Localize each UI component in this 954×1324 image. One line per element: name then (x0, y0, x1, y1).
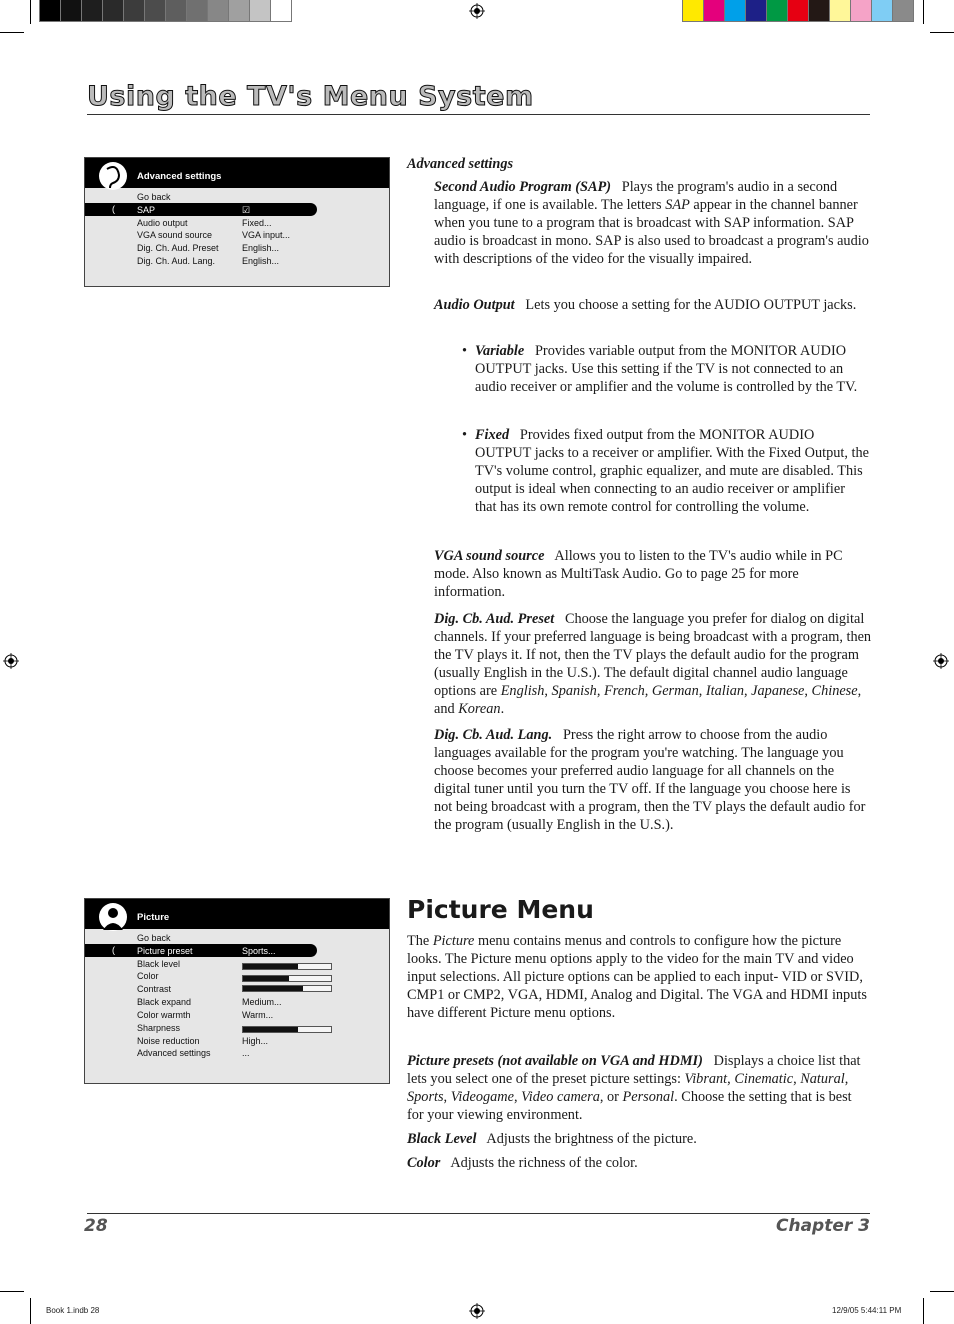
list-item: English (500, 683, 545, 699)
color-swatch (704, 0, 724, 21)
footer-rule (87, 1213, 870, 1214)
dig-aud-lang-paragraph (434, 726, 872, 834)
menu-item-go-back: Go back (137, 192, 171, 202)
contrast-slider (242, 985, 332, 992)
slider-fill (243, 986, 303, 991)
list-item: Video camera (521, 1089, 600, 1105)
sap-paragraph (434, 178, 872, 268)
menu-item-contrast: Contrast (137, 984, 172, 994)
color-swatch (145, 0, 165, 21)
list-item: Cinematic (734, 1071, 794, 1087)
color-paragraph (407, 1154, 870, 1172)
person-silhouette-icon (93, 902, 129, 932)
color-slider (242, 975, 332, 982)
list-item: Chinese (811, 683, 858, 699)
fixed-term: Fixed (475, 427, 510, 443)
slug-file: Book 1.indb 28 (46, 1306, 100, 1315)
menu-item-go-back: Go back (137, 933, 171, 943)
black-level-slider (242, 963, 332, 970)
list-item: Natural (800, 1071, 845, 1087)
page-number: 28 (84, 1216, 108, 1236)
crop-mark (0, 32, 24, 33)
list-item: Japanese (751, 683, 805, 699)
picture-presets-end: . Choose the setting that is best for your viewing environment. (407, 1089, 852, 1123)
color-swatch (250, 0, 270, 21)
fixed-paragraph (475, 426, 869, 516)
picture-intro-paragraph (407, 932, 870, 1022)
picture-presets-paragraph (407, 1052, 870, 1124)
picture-intro-2: menu contains menus and controls to configure how the picture looks. The Picture menu options apply to the video for the main TV and video input selections. All picture options can be applied to each input- VID or SVID, CMP1 or CMP2, VGA, HDMI, Analog and Digital. The VGA and HDMI inputs have different Picture menu options. (407, 933, 867, 1021)
menu-value-audio-output: Fixed... (242, 218, 272, 228)
crop-mark (30, 0, 31, 24)
menu-item-black-expand: Black expand (137, 997, 192, 1007)
list-separator: , (698, 683, 706, 699)
highlight-arrow-icon: ( (112, 945, 115, 955)
color-swatch (893, 0, 913, 21)
bullet-icon: • (462, 427, 468, 443)
menu-value-noise-reduction: High... (242, 1036, 269, 1046)
menu-item-sap: SAP (137, 205, 156, 215)
color-swatch (187, 0, 207, 21)
list-separator: , and (434, 683, 862, 717)
variable-text: Provides variable output from the MONITOR AUDIO OUTPUT jacks. Use this setting if the TV is not connected to an audio receiver or amplifier and the volume is controlled by the TV. (475, 343, 858, 395)
ear-person-icon (93, 161, 129, 191)
menu-item-sharpness: Sharpness (137, 1023, 181, 1033)
advanced-settings-menu-screenshot (84, 157, 390, 287)
highlight-arrow-icon: ( (112, 204, 115, 214)
color-text: Adjusts the richness of the color. (450, 1155, 638, 1171)
dig-aud-preset-text: Choose the language you prefer for dialog on digital channels. If your preferred language is being broadcast with a program, then the TV plays it. If not, then the TV plays the default audio for the program (usually English in the U.S.). The default digital channel audio language options are (434, 611, 872, 699)
menu-item-color-warmth: Color warmth (137, 1010, 191, 1020)
list-item: Italian (705, 683, 745, 699)
audio-output-text: Lets you choose a setting for the AUDIO OUTPUT jacks. (525, 297, 857, 313)
slider-fill (243, 976, 289, 981)
sharpness-slider (242, 1026, 332, 1033)
variable-term: Variable (475, 343, 525, 359)
menu-item-noise-reduction: Noise reduction (137, 1036, 200, 1046)
black-level-text: Adjusts the brightness of the picture. (486, 1131, 697, 1147)
menu-value-advanced-settings: ... (242, 1048, 250, 1058)
dig-aud-preset-term: Dig. Cb. Aud. Preset (434, 611, 555, 627)
color-swatch (103, 0, 123, 21)
color-swatch (271, 0, 291, 21)
sap-text-2: appear in the channel banner when you tune to a program that is broadcast with SAP information. SAP audio is broadcast in mono. SAP is also used to broadcast a program's audio with descriptions of the video for the visually impaired. (434, 197, 869, 267)
color-swatch (746, 0, 766, 21)
menu-value-dig-ch-aud-lang: English... (242, 256, 280, 266)
menu-item-picture-preset: Picture preset (137, 946, 193, 956)
picture-menu-screenshot (84, 898, 390, 1084)
sap-checkbox-icon: ☑ (242, 205, 251, 215)
slug-date: 12/9/05 5:44:11 PM (832, 1306, 902, 1315)
menu-highlight-bar (85, 203, 317, 216)
color-swatch (61, 0, 81, 21)
fixed-text: Provides fixed output from the MONITOR AUDIO OUTPUT jacks to a receiver or amplifier. With the Fixed Output, the TV's volume control, graphic equalizer, and mute are disabled. This output is ideal when connecting to an audio receiver or amplifier that has its own remote control for controlling the volume. (475, 427, 869, 515)
menu-value-color-warmth: Warm... (242, 1010, 274, 1020)
vga-sound-source-paragraph (434, 547, 872, 601)
list-item: Spanish, French, German (551, 683, 699, 699)
vga-sound-source-term: VGA sound source (434, 548, 545, 564)
color-swatch (725, 0, 745, 21)
color-swatch (809, 0, 829, 21)
dig-aud-lang-text: Press the right arrow to choose from the audio languages available for the program you're watching. The language you choose becomes your preferred audio language for all channels on the digital tuner until you turn the TV off. If the language you choose here is not being broadcast with a program, then the TV plays the default audio for the program (usually English in the U.S.). (434, 727, 866, 833)
list-separator: , (443, 1089, 451, 1105)
menu-item-audio-output: Audio output (137, 218, 188, 228)
crop-mark (0, 1291, 24, 1292)
list-separator: , or (599, 1089, 623, 1105)
audio-output-paragraph (434, 296, 864, 314)
registration-mark-icon (469, 3, 485, 19)
advanced-settings-heading: Advanced settings (407, 156, 514, 172)
color-swatch (124, 0, 144, 21)
picture-presets-term: Picture presets (not available on VGA and HDMI) (407, 1053, 703, 1069)
menu-value-picture-preset: Sports... (242, 946, 276, 956)
list-item: Sports (407, 1089, 444, 1105)
picture-intro-1: The (407, 933, 433, 949)
color-term: Color (407, 1155, 441, 1171)
crop-mark (30, 1298, 31, 1324)
menu-item-dig-ch-aud-lang: Dig. Ch. Aud. Lang. (137, 256, 216, 266)
variable-paragraph (475, 342, 869, 396)
menu-value-black-expand: Medium... (242, 997, 282, 1007)
chapter-label: Chapter 3 (775, 1216, 870, 1236)
color-swatch (208, 0, 228, 21)
color-swatch (767, 0, 787, 21)
crop-mark (923, 1298, 924, 1324)
registration-mark-icon (3, 653, 19, 669)
menu-item-dig-ch-aud-preset: Dig. Ch. Aud. Preset (137, 243, 219, 253)
color-swatch (229, 0, 249, 21)
menu-title: Picture (137, 912, 170, 923)
color-swatch (830, 0, 850, 21)
registration-mark-icon (933, 653, 949, 669)
crop-mark (930, 32, 954, 33)
crop-mark (923, 0, 924, 24)
list-separator: , (727, 1071, 735, 1087)
color-swatch (872, 0, 892, 21)
sap-text-1: Plays the program's audio in a second language, if one is available. The letters (434, 179, 838, 213)
registration-mark-icon (469, 1303, 485, 1319)
dig-aud-preset-paragraph (434, 610, 872, 718)
list-item: Vibrant (684, 1071, 728, 1087)
black-level-term: Black Level (407, 1131, 477, 1147)
vga-sound-source-text: Allows you to listen to the TV's audio while in PC mode. Also known as MultiTask Audio. Go to page 25 for more information. (434, 548, 843, 600)
menu-item-color: Color (137, 971, 159, 981)
sap-term: Second Audio Program (SAP) (434, 179, 612, 195)
dig-aud-lang-term: Dig. Cb. Aud. Lang. (434, 727, 553, 743)
color-swatch (788, 0, 808, 21)
picture-menu-heading: Picture Menu (407, 895, 594, 924)
menu-value-dig-ch-aud-preset: English... (242, 243, 280, 253)
list-separator: , (513, 1089, 522, 1105)
picture-intro-emphasis: Picture (432, 933, 475, 949)
color-swatch (683, 0, 703, 21)
list-separator: , (844, 1071, 849, 1087)
list-separator: , (744, 683, 752, 699)
menu-highlight-bar (85, 944, 317, 957)
list-separator: , (793, 1071, 801, 1087)
menu-header (85, 899, 389, 929)
color-swatch (851, 0, 871, 21)
page-title: Using the TV's Menu System (87, 81, 534, 112)
menu-title: Advanced settings (137, 171, 222, 182)
bullet-icon: • (462, 343, 468, 359)
sap-emphasis: SAP (665, 197, 690, 213)
slider-fill (243, 964, 298, 969)
black-level-paragraph (407, 1130, 870, 1148)
list-separator: . (500, 701, 505, 717)
menu-item-advanced-settings: Advanced settings (137, 1048, 211, 1058)
crop-mark (930, 1291, 954, 1292)
menu-header (85, 158, 389, 188)
color-swatch (82, 0, 102, 21)
list-separator: , (544, 683, 552, 699)
slider-fill (243, 1027, 298, 1032)
menu-item-black-level: Black level (137, 959, 181, 969)
color-swatch (40, 0, 60, 21)
menu-item-vga-sound-source: VGA sound source (137, 230, 213, 240)
title-rule (87, 114, 870, 115)
list-item: Personal (622, 1089, 675, 1105)
list-item: Korean (458, 701, 501, 717)
list-separator: , (804, 683, 812, 699)
menu-value-vga-sound-source: VGA input... (242, 230, 291, 240)
color-swatch (166, 0, 186, 21)
audio-output-term: Audio Output (434, 297, 515, 313)
list-item: Videogame (450, 1089, 514, 1105)
picture-presets-text: Displays a choice list that lets you select one of the preset picture settings: (407, 1053, 861, 1087)
